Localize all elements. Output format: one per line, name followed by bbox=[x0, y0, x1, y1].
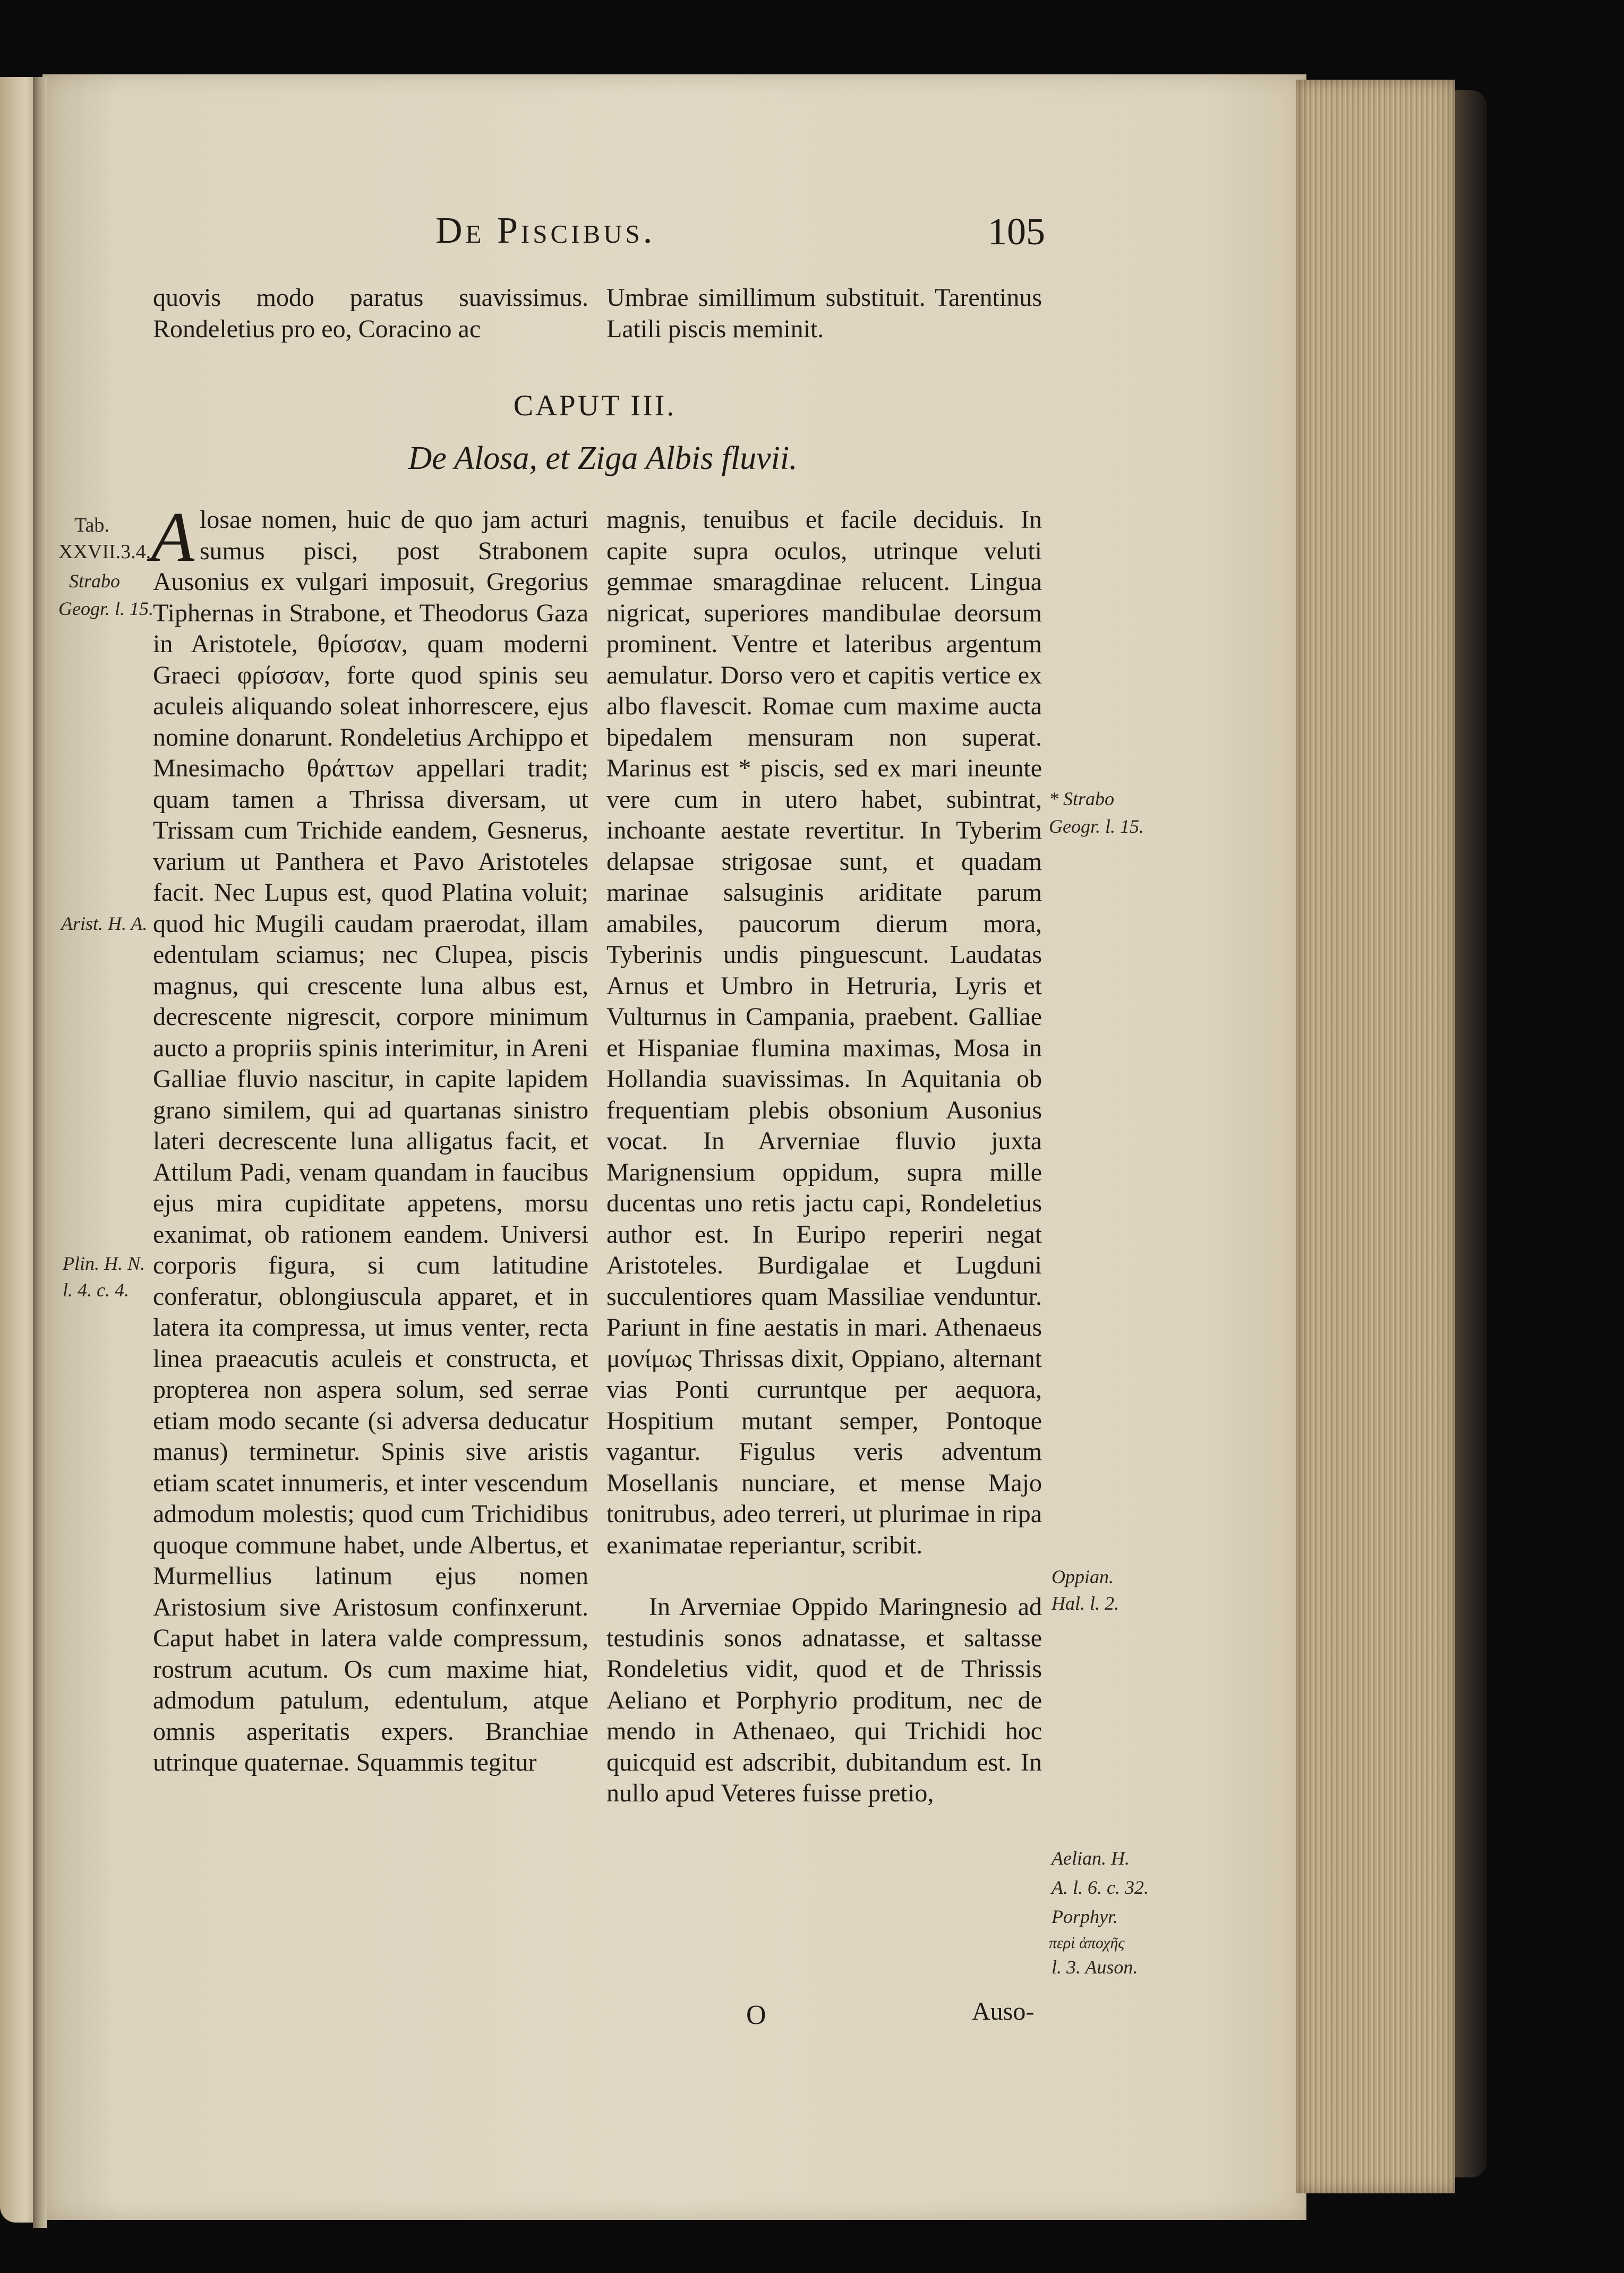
running-title: De Piscibus. bbox=[435, 210, 656, 251]
margin-r-oppian-1: Oppian. bbox=[1052, 1566, 1114, 1587]
top-line-left bbox=[153, 283, 588, 345]
margin-r-aelian-1: Aelian. H. bbox=[1052, 1848, 1130, 1869]
margin-arist: Arist. H. A. bbox=[61, 913, 148, 934]
gutter bbox=[33, 77, 47, 2228]
margin-strabo-2: Geogr. l. 15. bbox=[58, 598, 153, 619]
top-text-right: Umbrae simillimum substituit. Tarentinus Latili piscis meminit. bbox=[606, 284, 1042, 343]
column-right bbox=[606, 505, 1042, 2007]
margin-r-oppian-2: Hal. l. 2. bbox=[1052, 1593, 1119, 1614]
column-left bbox=[151, 498, 588, 2007]
chapter-title: De Alosa, et Ziga Albis fluvii. bbox=[408, 440, 798, 476]
margin-plin-2: l. 4. c. 4. bbox=[63, 1279, 129, 1301]
drop-capital: A bbox=[151, 498, 194, 576]
margin-r-porphyr-1: Porphyr. bbox=[1052, 1906, 1118, 1927]
page-edges bbox=[1296, 80, 1455, 2193]
column-right-para2: In Arverniae Oppido Maringnesio ad testudinis sonos adnatasse, et saltasse Rondeletius vidit, quod et de Thrissis Aeliano et Porphyrio proditum, nec de mendo in Athenaeo, qui Trichidi hoc quicquid est adscribit, dubitandum est. In nullo apud Veteres fuisse pretio, bbox=[606, 1593, 1042, 1807]
chapter-number: CAPUT III. bbox=[513, 389, 677, 422]
margin-r-strabo-1: * Strabo bbox=[1049, 788, 1115, 809]
margin-plin-1: Plin. H. N. bbox=[63, 1253, 146, 1274]
signature-mark: O bbox=[746, 2000, 766, 2030]
running-header bbox=[435, 210, 1046, 258]
margin-strabo-1: Strabo bbox=[69, 570, 121, 592]
top-text-left: quovis modo paratus suavissimus. Rondeletius pro eo, Coracino ac bbox=[153, 284, 588, 343]
margin-r-strabo-2: Geogr. l. 15. bbox=[1049, 816, 1144, 837]
book-cover bbox=[1455, 90, 1487, 2177]
page-number: 105 bbox=[988, 210, 1045, 253]
top-line-right bbox=[606, 283, 1042, 345]
column-right-para1: magnis, tenuibus et facile deciduis. In capite supra oculos, utrinque veluti gemmae smaragdinae relucent. Lingua nigricat, superiores mandibulae deorsum prominent. Ventre et lateribus argentum aemulatur. Dorso vero et capitis vertice ex albo flavescit. Romae cum maxime aucta bipedalem mensuram non superat. Marinus est * piscis, sed ex mari ineunte vere cum in utero habet, subintrat, inchoante aestate revertitur. In Tyberim delapsae strigosae sunt, et quadam marinae salsuginis ariditate parum amabiles, paucorum dierum mora, Tyberinis undis pinguescunt. Laudatas Arnus et Umbro in Hetruria, Lyris et Vulturnus in Campania, praebent. Galliae et Hispaniae flumina maximas, Mosa in Hollandia suavissimas. In Aquitania ob frequentiam plebis obsonium Ausonius vocat. In Arverniae fluvio juxta Marignensium oppidum, supra mille ducentas uno retis jactu capi, Rondeletius author est. In Euripo reperiri negat Aristoteles. Burdigalae et Lugduni succulentiores quam Massiliae venduntur. Pariunt in fine aestatis in mari. Athenaeus μονίμως Thrissas dixit, Oppiano, alternant vias Ponti curruntque per aequora, Hospitium mutant semper, Pontoque vagantur. Figulus veris adventum Mosellanis nunciare, et mense Majo tonitrubus, adeo terreri, ut plurimae in ripa exanimatae reperiantur, scribit. bbox=[606, 506, 1042, 1559]
margin-r-aelian-2: A. l. 6. c. 32. bbox=[1052, 1877, 1149, 1898]
margin-r-porphyr-2: περὶ ἀποχῆς bbox=[1049, 1934, 1125, 1952]
column-left-text: losae nomen, huic de quo jam acturi sumus pisci, post Strabonem Ausonius ex vulgari imposuit, Gregorius Tiphernas in Strabone, et Theodorus Gaza in Aristotele, θρίσσαν, quam moderni Graeci φρίσσαν, forte quod spinis seu aculeis aliquando soleat inhorrescere, ejus nomine donarunt. Rondeletius Archippo et Mnesimacho θράττων appellari tradit; quam tamen a Thrissa diversam, ut Trissam cum Trichide eandem, Gesnerus, varium ut Panthera et Pavo Aristoteles facit. Nec Lupus est, quod Platina voluit; quod hic Mugili caudam praerodat, illam edentulam sciamus; nec Clupea, piscis magnus, qui crescente luna albus est, decrescente nigrescit, corpore minimum aucto a propriis spinis interimitur, in Areni Galliae fluvio nascitur, in capite lapidem grano similem, qui ad quartanas sinistro lateri decrescente luna alligatus facit, et Attilum Padi, venam quandam in faucibus ejus mira cupiditate appetens, morsu exanimat, ob rationem eandem. Universi corporis figura, si cum latitudine conferatur, oblongiuscula apparet, et in latera ita compressa, ut imus venter, recta linea praeacutis aculeis et constructa, et propterea non aspera solum, sed serrae etiam modo secante (si adversa deducatur manus) terminetur. Spinis sive aristis etiam scatet innumeris, et inter vescendum admodum molestis; quod cum Trichidibus quoque commune habet, unde Albertus, et Murmellius latinum ejus nomen Aristosium sive Aristosum confinxerunt. Caput habet in latera valde compressum, rostrum acutum. Os cum maxime hiat, admodum patulum, edentulum, atque omnis asperitatis expers. Branchiae utrinque quaternae. Squammis tegitur bbox=[153, 506, 588, 1776]
catchword: Auso- bbox=[972, 1997, 1035, 2026]
margin-tab-label: Tab. bbox=[74, 514, 109, 536]
margin-r-porphyr-3: l. 3. Auson. bbox=[1052, 1956, 1138, 1978]
margin-tab-ref: XXVII.3.4. bbox=[58, 541, 151, 563]
